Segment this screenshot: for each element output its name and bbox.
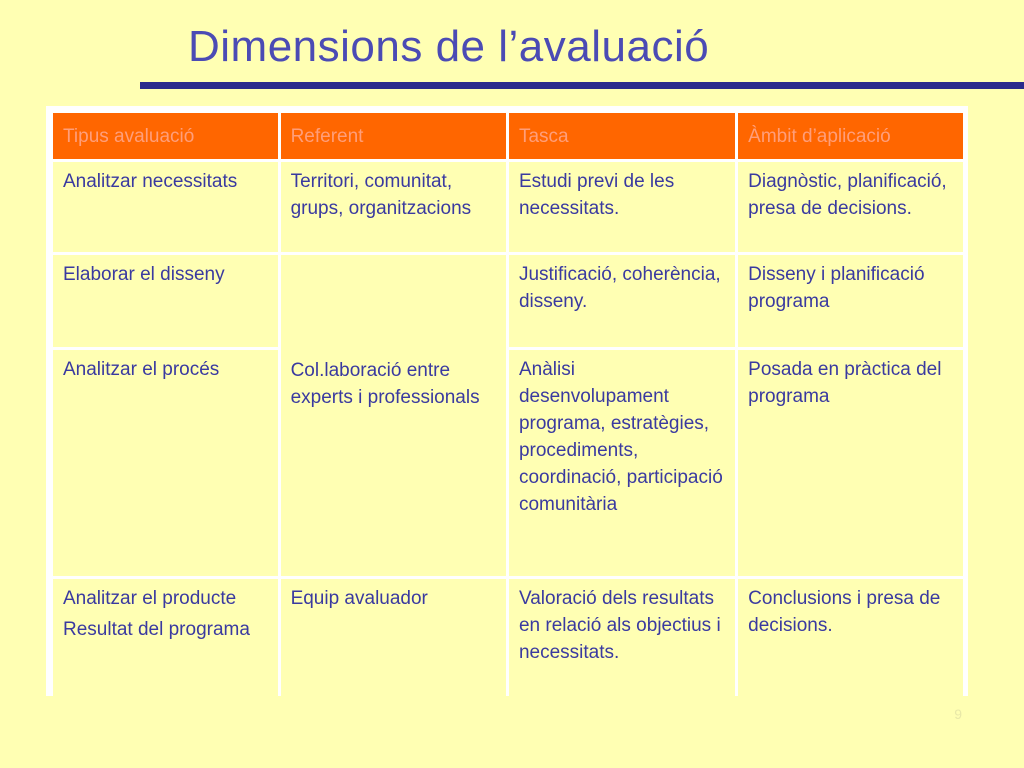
cell-text: Analitzar necessitats [63,171,238,192]
cell-tipus [53,255,278,347]
cell-ambit: Disseny i planificació programa [738,255,963,347]
table-row [53,255,963,347]
header-tipus-avaluacio: Tipus avaluació [53,113,278,159]
cell-tasca: Anàlisi desenvolupament programa, estratègies, procediments, coordinació, participació comunitària [509,350,735,576]
cell-referent: Territori, comunitat, grups, organitzacions [281,162,506,252]
cell-text: Resultat del programa [63,619,250,640]
cell-tipus [53,579,278,699]
spacer [291,265,498,357]
evaluation-dimensions-table [50,110,966,702]
table-row [53,162,963,252]
cell-text: Elaborar el disseny [63,264,225,285]
header-tasca: Tasca [509,113,735,159]
title-underline [140,82,1024,89]
table-row [53,350,963,576]
cell-referent-merged [281,255,506,576]
evaluation-table-container [46,106,968,696]
cell-tipus [53,162,278,252]
cell-referent: Equip avaluador [281,579,506,699]
page-number: 9 [954,706,962,722]
cell-ambit: Diagnòstic, planificació, presa de decisions. [738,162,963,252]
cell-tasca: Estudi previ de les necessitats. [509,162,735,252]
cell-tasca: Justificació, coherència, disseny. [509,255,735,347]
cell-tasca: Valoració dels resultats en relació als objectius i necessitats. [509,579,735,699]
table-row [53,579,963,699]
cell-ambit: Posada en pràctica del programa [738,350,963,576]
slide-title: Dimensions de l’avaluació [188,22,710,71]
cell-text: Analitzar el procés [63,359,220,380]
table-header-row [53,113,963,159]
cell-ambit: Conclusions i presa de decisions. [738,579,963,699]
cell-tipus [53,350,278,576]
cell-text: Col.laboració entre experts i professionals [290,360,480,408]
header-ambit-aplicacio: Àmbit d’aplicació [738,113,963,159]
header-referent: Referent [281,113,506,159]
cell-text: Analitzar el producte [63,588,237,609]
